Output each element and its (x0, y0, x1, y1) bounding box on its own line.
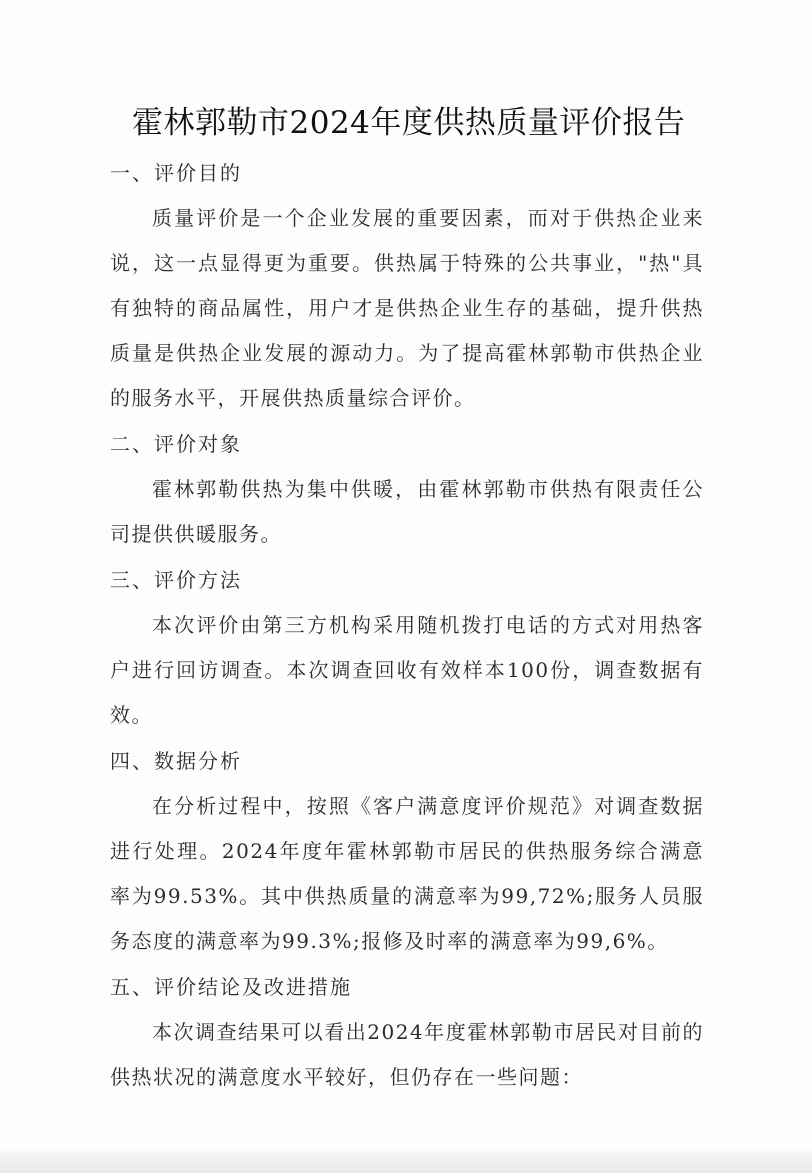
section-paragraph-method: 本次评价由第三方机构采用随机拨打电话的方式对用热客户进行回访调查。本次调查回收有效样本100份，调查数据有效。 (110, 613, 704, 727)
section-heading-conclusion: 五、评价结论及改进措施 (110, 975, 352, 999)
section-conclusion (110, 964, 704, 1100)
document-title: 霍林郭勒市2024年度供热质量评价报告 (132, 105, 686, 141)
section-method (110, 557, 704, 738)
section-paragraph-conclusion: 本次调查结果可以看出2024年度霍林郭勒市居民对目前的供热状况的满意度水平较好，但仍存在一些问题： (110, 1020, 704, 1089)
section-analysis (110, 738, 704, 964)
page-bottom-edge (0, 1151, 812, 1173)
section-purpose (110, 150, 704, 421)
section-heading-analysis: 四、数据分析 (110, 749, 242, 773)
section-paragraph-analysis: 在分析过程中，按照《客户满意度评价规范》对调查数据进行处理。2024年度年霍林郭勒市居民的供热服务综合满意率为99.53%。其中供热质量的满意率为99,72%;服务人员服务态度的满意率为99.3%;报修及时率的满意率为99,6%。 (110, 794, 704, 953)
section-paragraph-target: 霍林郭勒供热为集中供暖，由霍林郭勒市供热有限责任公司提供供暖服务。 (110, 477, 704, 546)
section-target (110, 421, 704, 557)
section-paragraph-purpose: 质量评价是一个企业发展的重要因素，而对于供热企业来说，这一点显得更为重要。供热属于特殊的公共事业，"热"具有独特的商品属性，用户才是供热企业生存的基础，提升供热质量是供热企业发展的源动力。为了提高霍林郭勒市供热企业的服务水平，开展供热质量综合评价。 (110, 206, 704, 410)
section-heading-target: 二、评价对象 (110, 432, 242, 456)
section-heading-purpose: 一、评价目的 (110, 161, 242, 185)
section-heading-method: 三、评价方法 (110, 568, 242, 592)
